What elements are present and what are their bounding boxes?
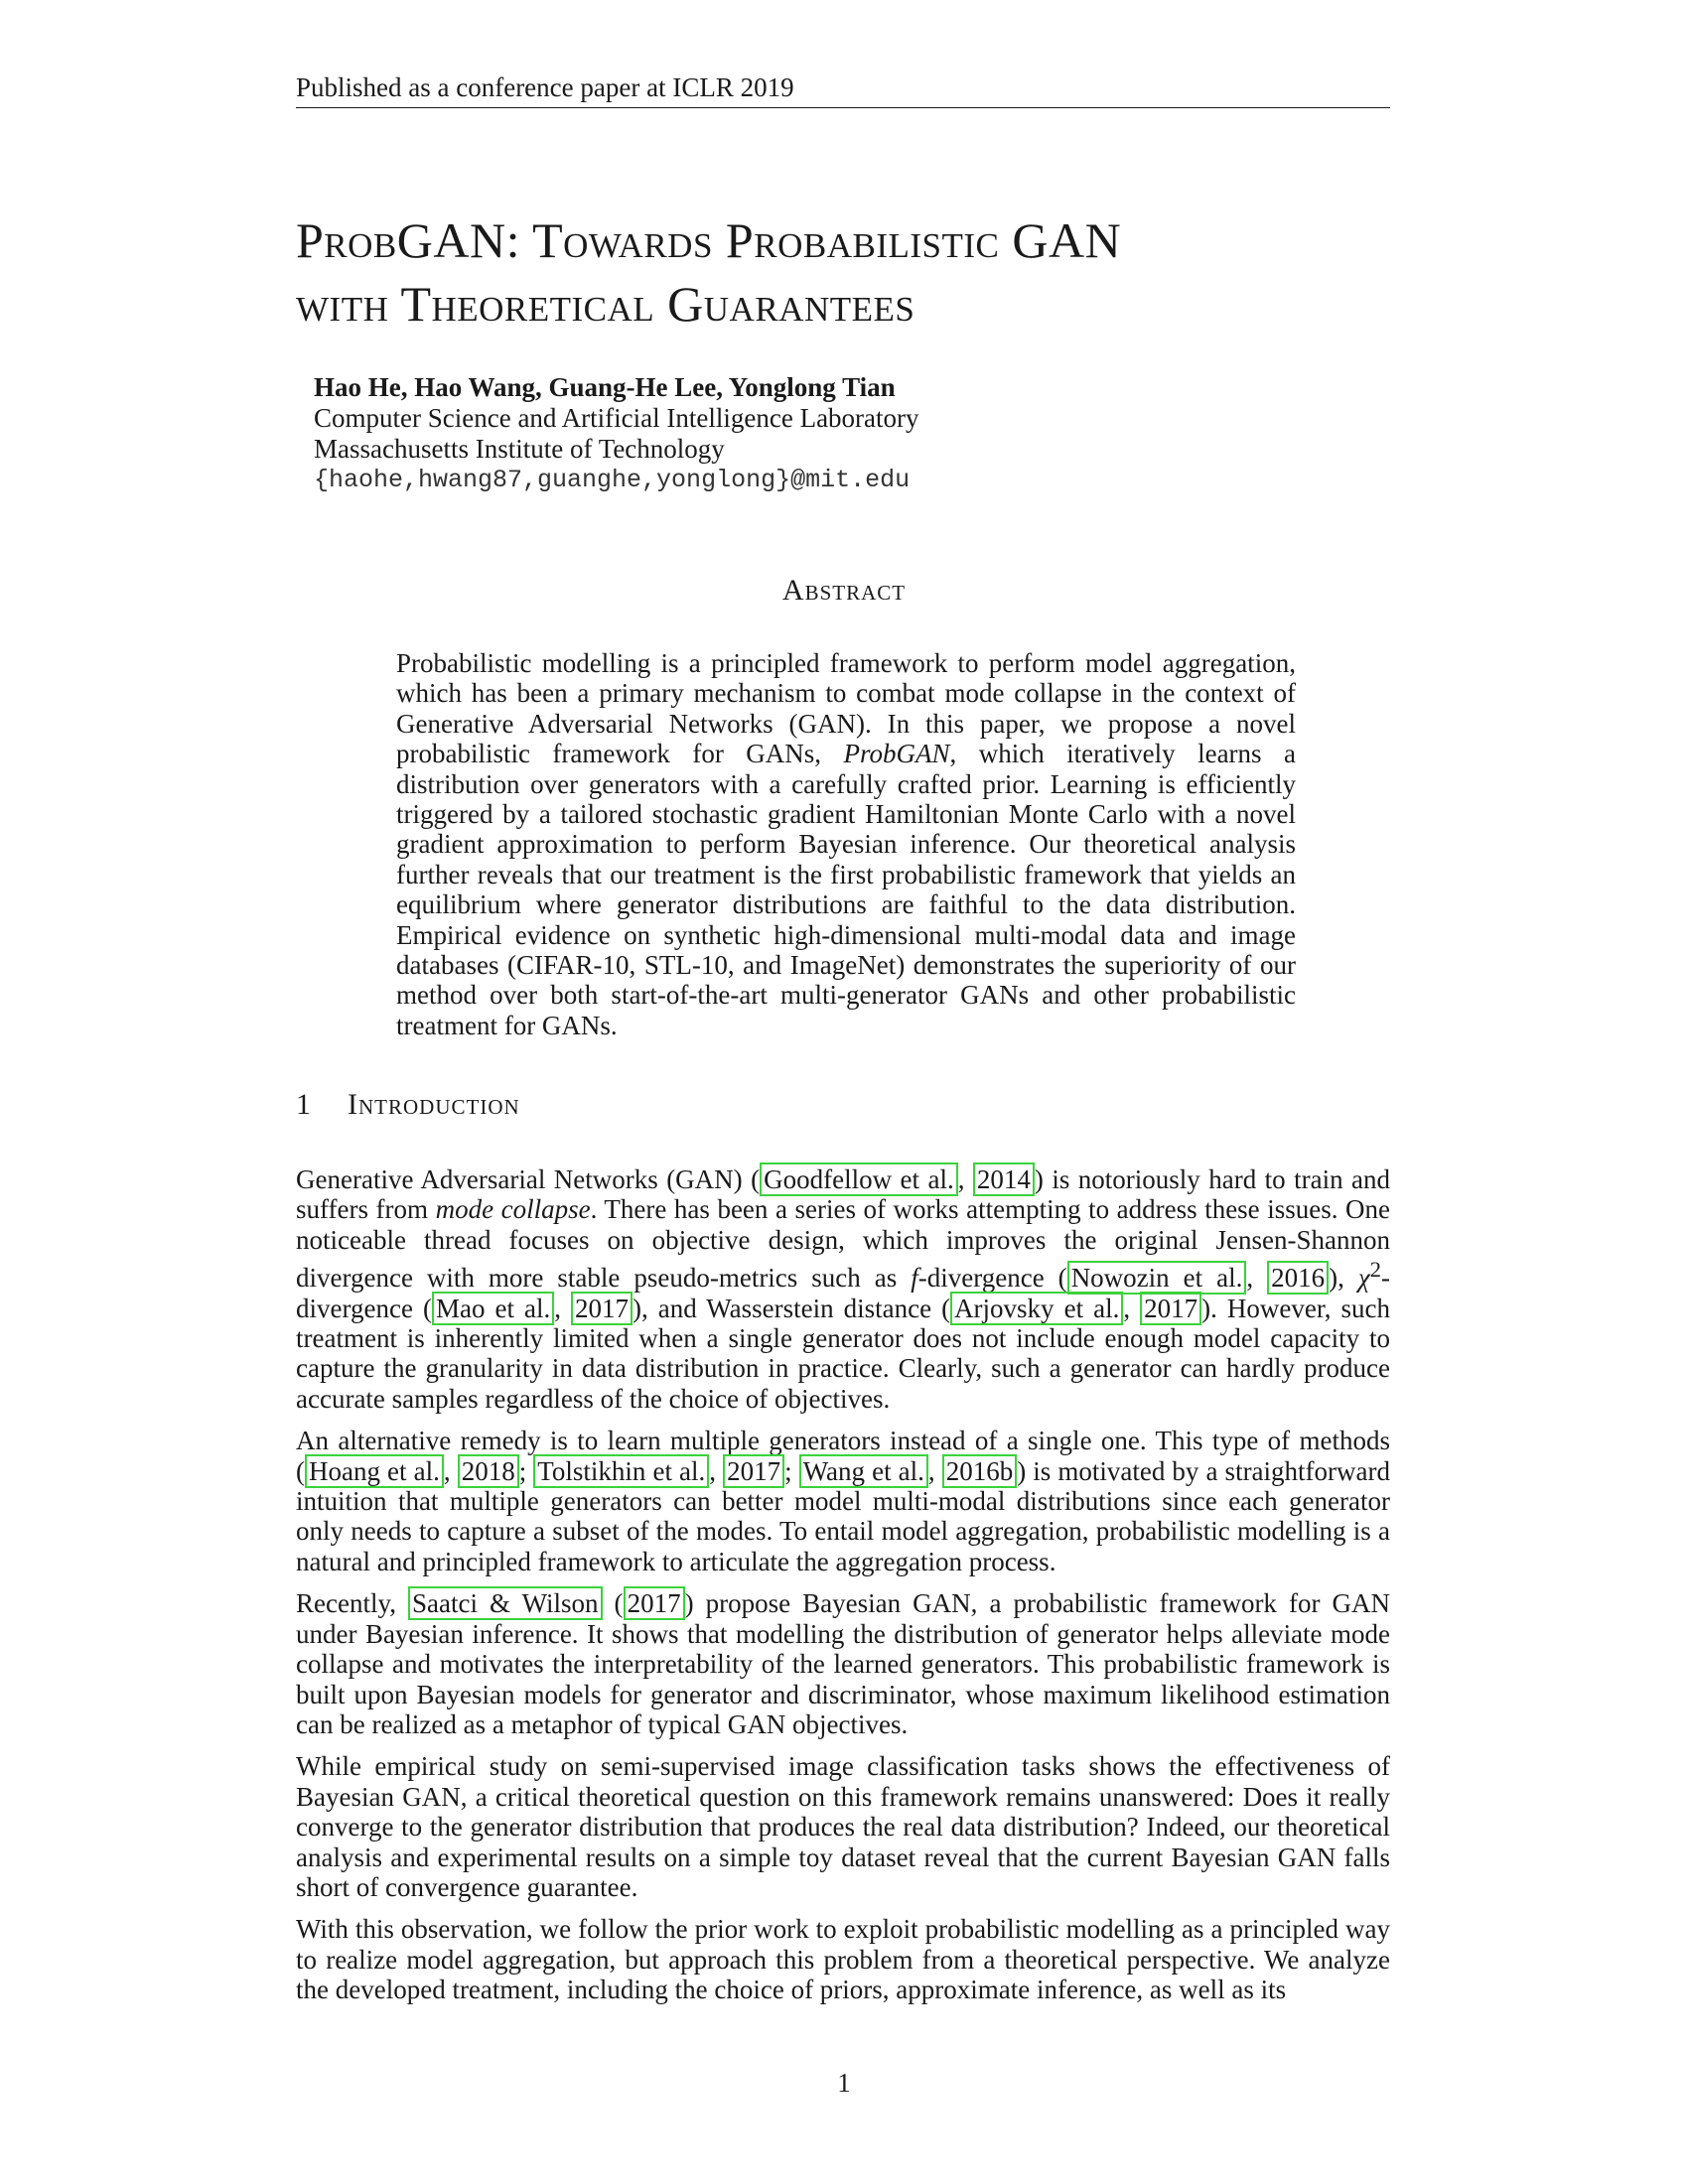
paragraph-text: ) is notoriously hard to train and suffers from <box>296 1164 1391 1225</box>
intro-paragraph-2: An alternative remedy is to learn multiple generators instead of a single one. This type of methods ( Hoang et al. , 2018 ; Tolstikhin et al. , 2017 ; Wang et al. , 2016b ) is motivated by a straightforward intuition that multiple generators can better model multi-modal distributions since each generator only needs to capture a subset of the modes. To entail model aggregation, probabilistic modelling is a natural and principled framework to articulate the aggregation process. <box>296 1426 1391 1576</box>
citation-year-link[interactable]: 2017 <box>1140 1292 1201 1325</box>
paragraph-text: ), <box>1329 1263 1358 1294</box>
citation-link[interactable]: Tolstikhin et al. <box>533 1454 709 1488</box>
introduction-body <box>296 1164 1390 2017</box>
math-superscript: 2 <box>1369 1257 1381 1283</box>
paragraph-text: . There has been a series of works attempting to address these issues. One noticeable thread focuses on objective design, which improves the original Jensen-Shannon divergence with more stable pseudo-metrics such as <box>296 1194 1391 1294</box>
section-heading-introduction <box>296 1088 1289 1122</box>
paragraph-text: ). However, such treatment is inherently limited when a single generator does not include enough model capacity to capture the granularity in data distribution in practice. Clearly, such a generator can hardly produce accurate samples regardless of the choice of objectives. <box>296 1293 1391 1414</box>
paragraph-text: -divergence ( <box>296 1263 1390 1323</box>
citation-separator: ; <box>784 1455 799 1486</box>
paragraph-text: propose Bayesian GAN, a probabilistic framework for GAN under Bayesian inference. It shows that modelling the distribution of generator helps alleviate mode collapse and motivates the interpretability of the learned generators. This probabilistic framework is built upon Bayesian models for generator and discriminator, whose maximum likelihood estimation can be realized as a metaphor of typical GAN objectives. <box>296 1588 1391 1739</box>
math-symbol: χ <box>1357 1263 1370 1294</box>
abstract-text: , which iteratively learns a distribution over generators with a carefully crafted prior. Learning is efficiently triggered by a tailored stochastic gradient Hamiltonian Monte Carlo with a novel gradient approximation to perform Bayesian inference. Our theoretical analysis further reveals that our treatment is the first probabilistic framework that yields an equilibrium where generator distributions are faithful to the data distribution. Empirical evidence on synthetic high-dimensional multi-modal data and image databases (CIFAR-10, STL-10, and ImageNet) demonstrates the superiority of our method over both start-of-the-art multi-generator GANs and other probabilistic treatment for GANs. <box>396 739 1297 1040</box>
abstract-body <box>396 648 1296 1040</box>
intro-paragraph-4: While empirical study on semi-supervised image classification tasks shows the effectiveness of Bayesian GAN, a critical theoretical question on this framework remains unanswered: Does it really converge to the generator distribution that produces the real data distribution? Indeed, our theoretical analysis and experimental results on a simple toy dataset reveal that the current Bayesian GAN falls short of convergence guarantee. <box>296 1751 1390 1902</box>
citation-year-link[interactable]: 2017 <box>571 1292 633 1325</box>
citation-link[interactable]: Nowozin et al. <box>1067 1261 1247 1295</box>
paragraph-text: ), and Wasserstein distance ( <box>633 1293 951 1323</box>
affiliation-institute: Massachusetts Institute of Technology <box>314 434 725 464</box>
author-emails: {haohe,hwang87,guanghe,yonglong}@mit.edu <box>314 466 911 494</box>
author-block <box>314 372 1307 495</box>
abstract-text: Probabilistic modelling is a principled framework to perform model aggregation, which has been a primary mechanism to combat mode collapse in the context of Generative Adversarial Networks (GAN). In this paper, we propose a novel probabilistic framework for GANs, <box>396 648 1296 769</box>
citation-year-link[interactable]: 2016b <box>942 1454 1018 1488</box>
paper-title <box>296 208 1388 336</box>
intro-paragraph-5: With this observation, we follow the prior work to exploit probabilistic modelling as a principled way to realize model aggregation, but approach this problem from a theoretical perspective. We analyze the developed treatment, including the choice of priors, approximate inference, as well as its <box>296 1914 1390 2005</box>
citation-link[interactable]: Saatci & Wilson <box>408 1586 603 1620</box>
citation-year-link[interactable]: 2017 <box>723 1454 784 1488</box>
intro-paragraph-3: Recently, Saatci & Wilson ( 2017 ) propose Bayesian GAN, a probabilistic framework for GAN under Bayesian inference. It shows that modelling the distribution of generator helps alleviate mode collapse and motivates the interpretability of the learned generators. This probabilistic framework is built upon Bayesian models for generator and discriminator, whose maximum likelihood estimation can be realized as a metaphor of typical GAN objectives. <box>296 1588 1391 1739</box>
citation-link[interactable]: Wang et al. <box>799 1454 928 1488</box>
section-number: 1 <box>296 1088 312 1121</box>
citation-year-link[interactable]: 2016 <box>1267 1261 1329 1295</box>
paragraph-text: Recently, <box>296 1588 409 1619</box>
running-header: Published as a conference paper at ICLR 2019 <box>296 69 1390 108</box>
paragraph-text: ) is motivated by a straightforward intuition that multiple generators can better model multi-modal distributions since each generator only needs to capture a subset of the modes. To entail model aggregation, probabilistic modelling is a natural and principled framework to articulate the aggregation process. <box>296 1455 1391 1576</box>
citation-year-link[interactable]: 2018 <box>458 1454 519 1488</box>
emphasis-text: mode collapse <box>435 1194 591 1225</box>
title-line-1: ProbGAN: Towards Probabilistic GAN <box>296 212 1122 268</box>
paragraph-text: -divergence ( <box>917 1263 1067 1294</box>
citation-separator: ; <box>518 1455 534 1486</box>
abstract-method-name: ProbGAN <box>843 739 950 769</box>
page-number: 1 <box>837 2068 851 2098</box>
abstract-heading: Abstract <box>781 574 907 607</box>
paragraph-text: Generative Adversarial Networks (GAN) ( <box>296 1164 761 1194</box>
author-names: Hao He, Hao Wang, Guang-He Lee, Yonglong Tian <box>314 372 896 402</box>
citation-link[interactable]: Hoang et al. <box>305 1454 444 1488</box>
citation-link[interactable]: Arjovsky et al. <box>950 1292 1123 1325</box>
math-symbol: f <box>911 1263 918 1294</box>
citation-link[interactable]: Goodfellow et al. <box>760 1162 958 1196</box>
section-title: Introduction <box>348 1088 520 1121</box>
title-line-2: with Theoretical Guarantees <box>296 276 915 332</box>
citation-year-link[interactable]: 2014 <box>973 1162 1035 1196</box>
citation-link[interactable]: Mao et al. <box>432 1292 554 1325</box>
intro-paragraph-1: Generative Adversarial Networks (GAN) ( Goodfellow et al. , 2014 ) is notoriously hard to train and suffers from mode collapse. There has been a series of works attempting to address these issues. One noticeable thread focuses on objective design, which improves the original Jensen-Shannon divergence with more stable pseudo-metrics such as f-divergence ( Nowozin et al. , 2016 ), $\chi^2$-divergence ( Mao et al. , 2017 ), and Wasserstein distance ( Arjovsky et al. , 2017 ). However, such treatment is inherently limited when a single generator does not include enough model capacity to capture the granularity in data distribution in practice. Clearly, such a generator can hardly produce accurate samples regardless of the choice of objectives. <box>296 1164 1391 1414</box>
paragraph-text: An alternative remedy is to learn multiple generators instead of a single one. This type of methods ( <box>296 1426 1390 1486</box>
affiliation-lab: Computer Science and Artificial Intelligence Laboratory <box>314 403 919 433</box>
citation-year-link[interactable]: 2017 <box>624 1586 685 1620</box>
